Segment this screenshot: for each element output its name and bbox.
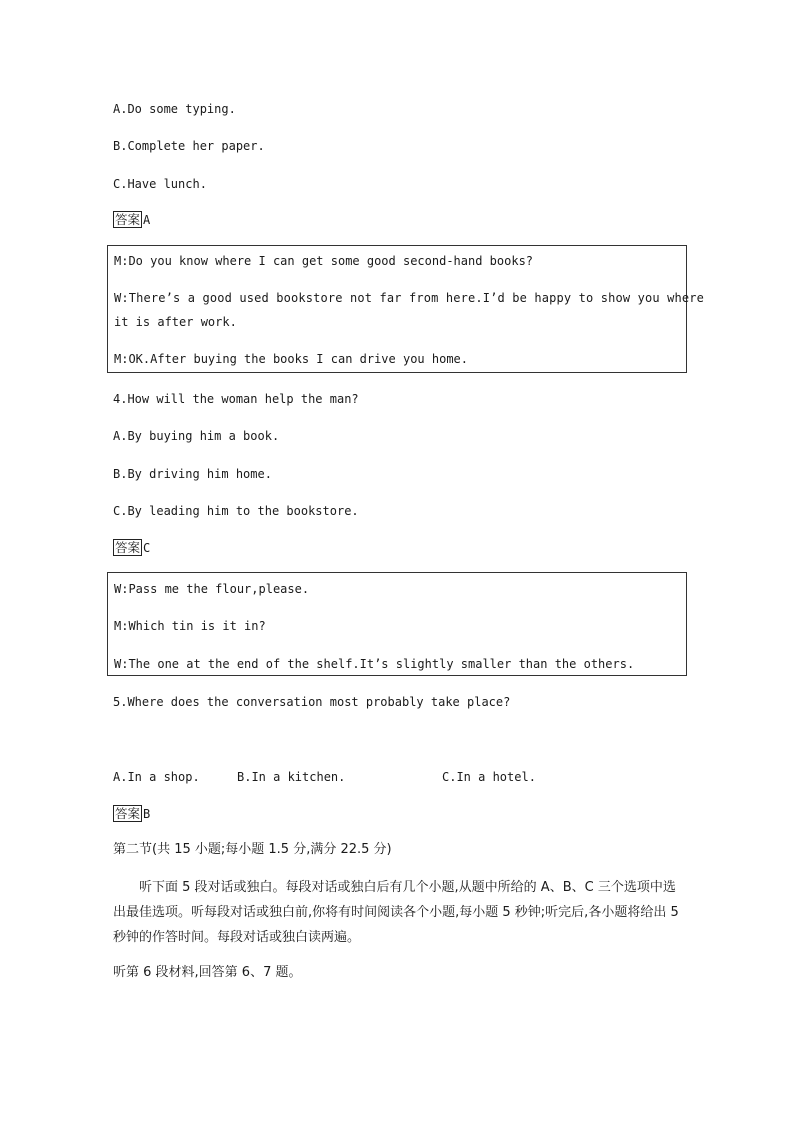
transcript-line: W:There’s a good used bookstore not far from here.I’d be happy to show you where (114, 291, 704, 305)
answer-value: B (143, 806, 151, 821)
transcript-line: M:Do you know where I can get some good second-hand books? (114, 254, 534, 268)
q4-option-a: A.By buying him a book. (113, 429, 280, 443)
section-heading: 第二节(共 15 小题;每小题 1.5 分,满分 22.5 分) (113, 842, 392, 857)
transcript-line: M:OK.After buying the books I can drive you home. (114, 352, 469, 366)
q4-option-c: C.By leading him to the bookstore. (113, 504, 359, 518)
listening-prompt: 听第 6 段材料,回答第 6、7 题。 (113, 965, 302, 980)
transcript-line: M:Which tin is it in? (114, 619, 266, 633)
answer-value: C (143, 540, 151, 555)
q3-option-c: C.Have lunch. (113, 177, 207, 191)
q5-option-c: C.In a hotel. (442, 770, 536, 784)
q5-option-a: A.In a shop. (113, 770, 200, 784)
answer-value: A (143, 212, 151, 227)
q3-option-a: A.Do some typing. (113, 102, 236, 116)
q4-question: 4.How will the woman help the man? (113, 392, 359, 406)
transcript-line: W:The one at the end of the shelf.It’s slightly smaller than the others. (114, 657, 635, 671)
transcript-line: it is after work. (114, 315, 237, 329)
transcript-box-q4 (107, 245, 704, 373)
transcript-box-q5 (107, 572, 687, 676)
q5-question: 5.Where does the conversation most probably take place? (113, 695, 511, 709)
q5-answer (113, 805, 150, 822)
answer-label: 答案 (115, 540, 141, 555)
answer-label: 答案 (115, 806, 141, 821)
q3-option-b: B.Complete her paper. (113, 139, 265, 153)
section-instructions: 听下面 5 段对话或独白。每段对话或独白后有几个小题,从题中所给的 A、B、C 三个选项中选出最佳选项。听每段对话或独白前,你将有时间阅读各个小题,每小题 5 秒钟;听完后,各小题将给出 5 秒钟的作答时间。每段对话或独白读两遍。 (113, 880, 679, 945)
q5-option-b: B.In a kitchen. (237, 770, 346, 784)
transcript-line: W:Pass me the flour,please. (114, 582, 310, 596)
answer-label: 答案 (115, 212, 141, 227)
q4-answer (113, 539, 150, 556)
q4-option-b: B.By driving him home. (113, 467, 272, 481)
q3-answer (113, 211, 150, 228)
